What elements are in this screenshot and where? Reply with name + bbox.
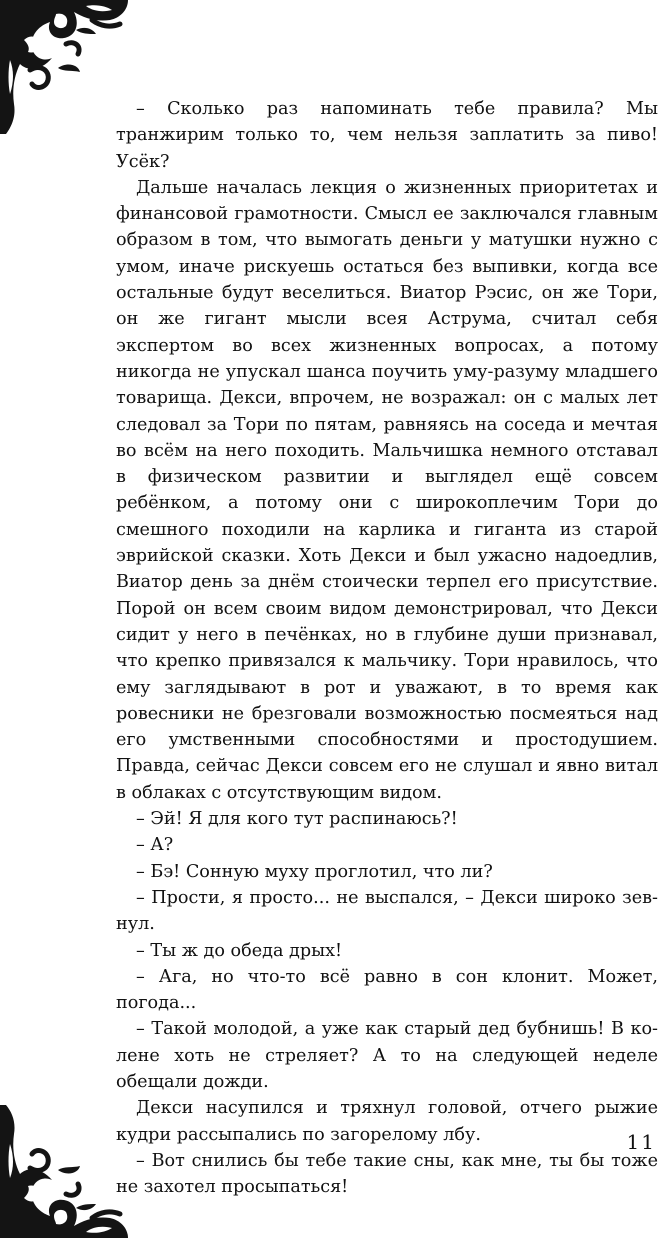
- corner-ornament-bottom-left: [0, 1105, 135, 1238]
- paragraph: – Эй! Я для кого тут распинаюсь?!: [136, 809, 458, 830]
- paragraph: – Вот снились бы тебе такие сны, как мне, ты бы тоже не захотел просыпаться!: [116, 1150, 658, 1198]
- paragraph: Декси насупился и тряхнул головой, отчего рыжие кудри рассыпались по загорелому лбу.: [116, 1098, 658, 1145]
- paragraph: – Бэ! Сонную муху проглотил, что ли?: [136, 861, 493, 882]
- paragraph: Дальше началась лекция о жизненных приоритетах и финансовой грамотности. Смысл ее заключался главным образом в том, что вымогать деньги у матушки нужно с умом, иначе рискуешь остаться без выпивки, когда все остальные будут веселиться. Виатор Рэсис, он же Тори, он же гигант мысли всея Аструма, считал себя экспертом во всех жизненных вопросах, а потому никогда не упускал шанса поучить уму-разуму младшего товарища. Декси, впрочем, не возражал: он с малых лет следовал за Тори по пятам, равняясь на соседа и мечтая во всём на него походить. Мальчишка немного отставал в физическом развитии и выглядел ещё совсем ребёнком, а потому они с широкоплечим Тори до смешного походили на карлика и гиганта из старой эврийской сказки. Хоть Декси и был ужасно надоедлив, Виатор день за днём стоически терпел его присутствие. Порой он всем своим видом демонстрировал, что Декси сидит у него в печёнках, но в глубине души признавал, что крепко привязался к мальчику. Тори нравилось, что ему заглядывают в рот и уважают, в то время как ровесники не брезговали возможностью посмеяться над его умственными способностями и простодушием. Правда, сейчас Декси совсем его не слушал и явно витал в облаках с отсутствующим видом.: [116, 177, 658, 803]
- paragraph: – Прости, я просто... не выспался, – Декси широко зевнул.: [116, 887, 658, 935]
- page-number: 11: [626, 1130, 656, 1154]
- paragraph: – Ага, но что-то всё равно в сон клонит. Может, погода...: [116, 966, 658, 1014]
- paragraph: – А?: [136, 835, 174, 856]
- paragraph: – Ты ж до обеда дрых!: [136, 940, 343, 961]
- corner-ornament-top-left: [0, 0, 135, 135]
- body-text: [116, 96, 658, 1200]
- paragraph: – Такой молодой, а уже как старый дед бубнишь! В колене хоть не стреляет? А то на следующей неделе обещали дожди.: [116, 1019, 658, 1092]
- paragraph: – Сколько раз напоминать тебе правила? Мы транжирим только то, чем нельзя заплатить за пиво! Усёк?: [116, 99, 658, 172]
